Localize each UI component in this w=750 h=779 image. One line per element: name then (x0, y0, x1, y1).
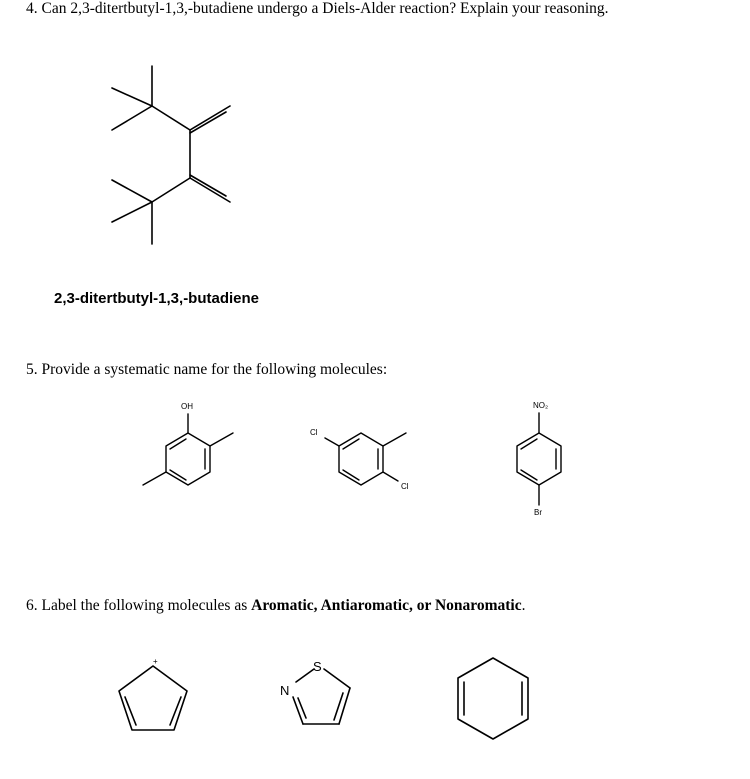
question-5-text: 5. Provide a systematic name for the following molecules: (26, 361, 388, 378)
plus-label: + (153, 657, 158, 666)
question-6-bold: Aromatic, Antiaromatic, or Nonaromatic (251, 597, 522, 614)
q5-molecule-3 (517, 401, 561, 517)
n-label: N (280, 683, 290, 698)
q5-molecule-1 (143, 402, 233, 485)
question-6-text (26, 597, 526, 615)
question-4-text: 4. Can 2,3-ditertbutyl-1,3,-butadiene undergo a Diels-Alder reaction? Explain your reasoning. (26, 0, 609, 17)
q6-molecule-3 (458, 658, 528, 739)
cl-label-2: Cl (401, 482, 409, 491)
cl-label-1: Cl (310, 428, 318, 437)
q6-molecule-2 (280, 659, 350, 724)
q6-molecule-1 (119, 657, 187, 730)
no2-label: NO₂ (533, 401, 549, 410)
q5-molecule-2 (310, 428, 409, 491)
s-label: S (313, 659, 322, 674)
ditertbutyl-butadiene-structure (112, 66, 230, 244)
br-label: Br (534, 508, 542, 517)
oh-label: OH (181, 402, 193, 411)
question-6-prefix: 6. Label the following molecules as (26, 597, 252, 614)
question-6-suffix: . (521, 597, 526, 614)
diene-caption: 2,3-ditertbutyl-1,3,-butadiene (54, 290, 260, 307)
